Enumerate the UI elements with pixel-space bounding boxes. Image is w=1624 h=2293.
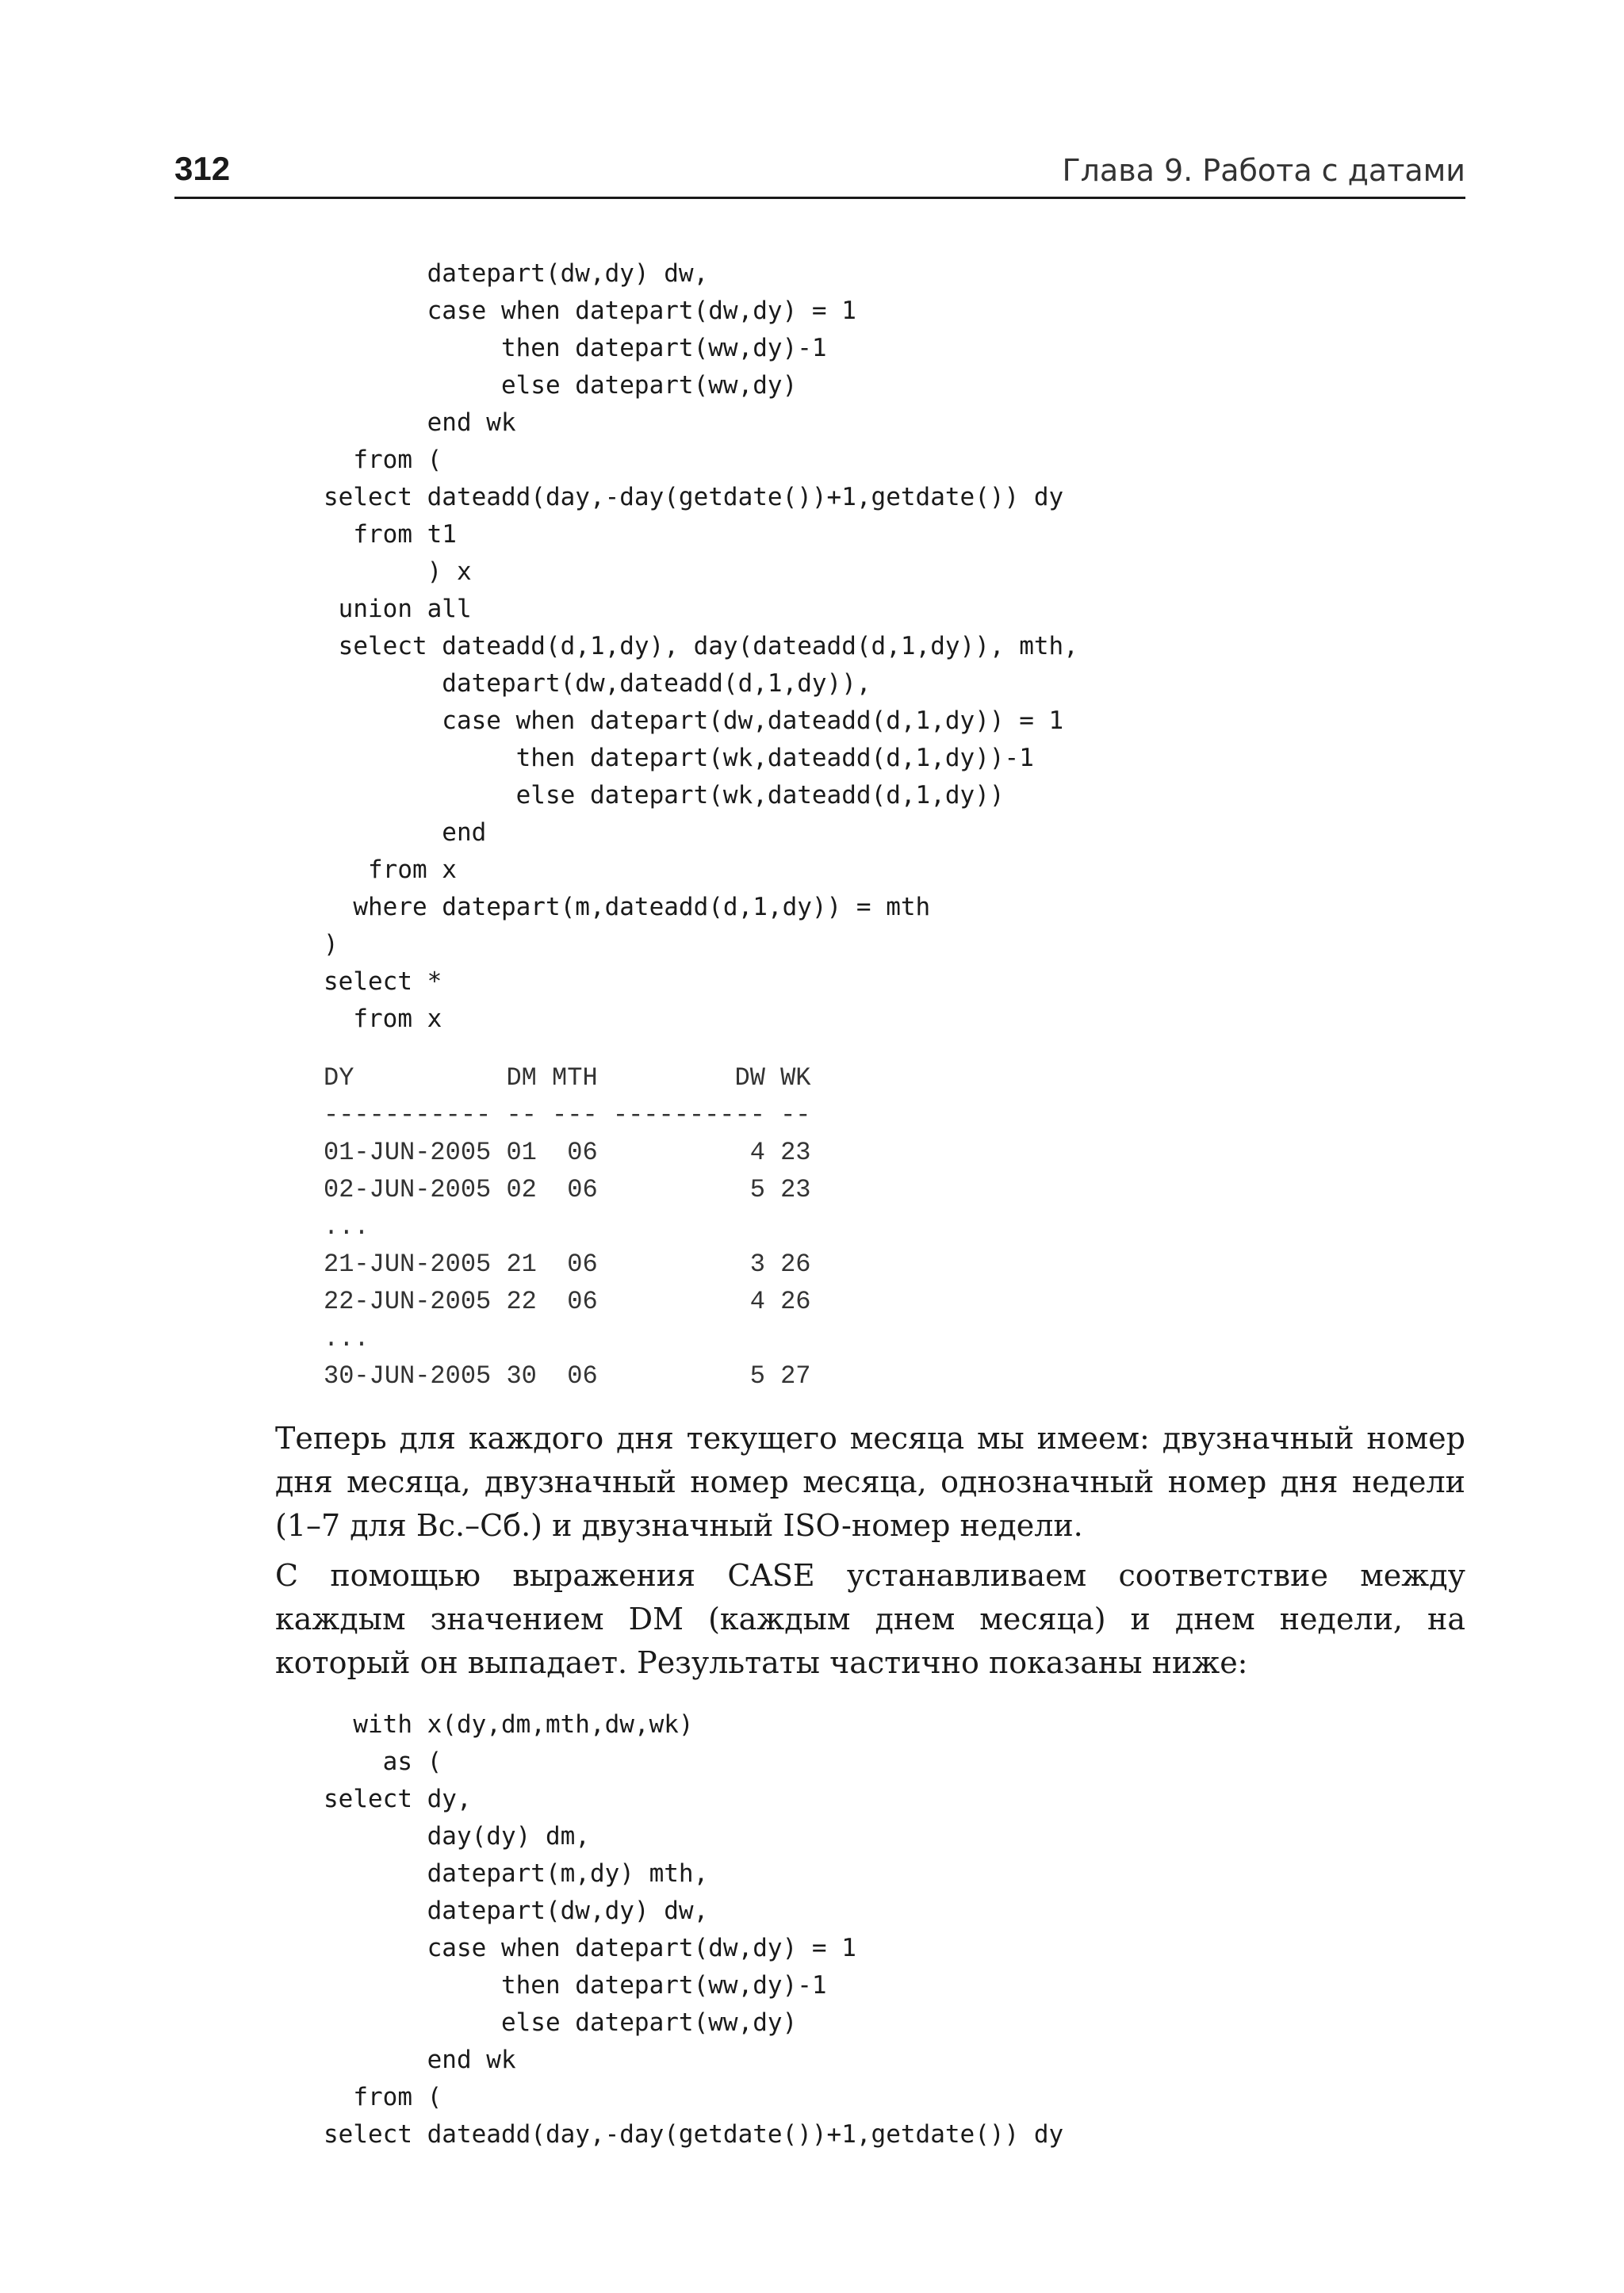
code-line: then datepart(ww,dy)-1 xyxy=(324,1971,827,2000)
code-line: datepart(m,dy) mth, xyxy=(324,1859,709,1888)
code-line: from x xyxy=(324,1005,442,1033)
result-row: 30-JUN-2005 30 06 5 27 xyxy=(324,1361,811,1391)
code-line: select * xyxy=(324,967,442,996)
code-line: where datepart(m,dateadd(d,1,dy)) = mth xyxy=(324,893,931,921)
code-block-sql-2 xyxy=(324,1706,1063,2153)
code-line: from ( xyxy=(324,2083,442,2111)
code-line: else datepart(ww,dy) xyxy=(324,371,798,400)
code-line: from ( xyxy=(324,446,442,474)
body-paragraph-1: Теперь для каждого дня текущего месяца мы имеем: двузначный номер дня месяца, двузначный номер месяца, однозначный номер дня недели (1–7 для Вс.–Сб.) и двузначный ISO-номер недели. xyxy=(275,1421,1465,1543)
code-line: end xyxy=(324,818,487,847)
query-result-table xyxy=(324,1059,811,1395)
result-header-row: DY DM MTH DW WK xyxy=(324,1063,811,1093)
code-line: as ( xyxy=(324,1748,442,1776)
code-line: with x(dy,dm,mth,dw,wk) xyxy=(324,1710,694,1739)
code-line: ) x xyxy=(324,557,472,586)
code-line: day(dy) dm, xyxy=(324,1822,590,1851)
code-line: else datepart(ww,dy) xyxy=(324,2008,798,2037)
result-separator-row: ----------- -- --- ---------- -- xyxy=(324,1101,811,1130)
code-line: datepart(dw,dy) dw, xyxy=(324,259,709,288)
code-line: then datepart(ww,dy)-1 xyxy=(324,334,827,362)
code-line: select dateadd(day,-day(getdate())+1,getdate()) dy xyxy=(324,2120,1064,2149)
code-block-sql-1 xyxy=(324,255,1078,1038)
result-row: 01-JUN-2005 01 06 4 23 xyxy=(324,1138,811,1167)
result-row: 22-JUN-2005 22 06 4 26 xyxy=(324,1287,811,1316)
code-line: ) xyxy=(324,930,339,959)
running-head: Глава 9. Работа с датами xyxy=(1062,153,1465,188)
code-line: end wk xyxy=(324,2046,516,2074)
code-line: then datepart(wk,dateadd(d,1,dy))-1 xyxy=(324,744,1034,772)
code-line: case when datepart(dw,dateadd(d,1,dy)) = 1 xyxy=(324,706,1064,735)
result-ellipsis-row: ... xyxy=(324,1324,370,1353)
page-number: 312 xyxy=(174,150,231,187)
result-row: 21-JUN-2005 21 06 3 26 xyxy=(324,1250,811,1279)
body-paragraph-2: С помощью выражения CASE устанавливаем соответствие между каждым значением DM (каждым днем месяца) и днем недели, на который он выпадает. Результаты частично показаны ниже: xyxy=(275,1558,1465,1680)
result-row: 02-JUN-2005 02 06 5 23 xyxy=(324,1175,811,1204)
code-line: union all xyxy=(324,595,472,623)
code-line: end wk xyxy=(324,408,516,437)
code-line: datepart(dw,dy) dw, xyxy=(324,1897,709,1925)
code-line: select dy, xyxy=(324,1785,472,1813)
code-line: select dateadd(d,1,dy), day(dateadd(d,1,dy)), mth, xyxy=(324,632,1078,660)
code-line: case when datepart(dw,dy) = 1 xyxy=(324,297,856,325)
page-header xyxy=(174,149,1465,199)
code-line: else datepart(wk,dateadd(d,1,dy)) xyxy=(324,781,1005,810)
code-line: datepart(dw,dateadd(d,1,dy)), xyxy=(324,669,871,698)
code-line: select dateadd(day,-day(getdate())+1,getdate()) dy xyxy=(324,483,1064,511)
code-line: from x xyxy=(324,856,457,884)
code-line: from t1 xyxy=(324,520,457,549)
code-line: case when datepart(dw,dy) = 1 xyxy=(324,1934,856,1962)
result-ellipsis-row: ... xyxy=(324,1212,370,1242)
